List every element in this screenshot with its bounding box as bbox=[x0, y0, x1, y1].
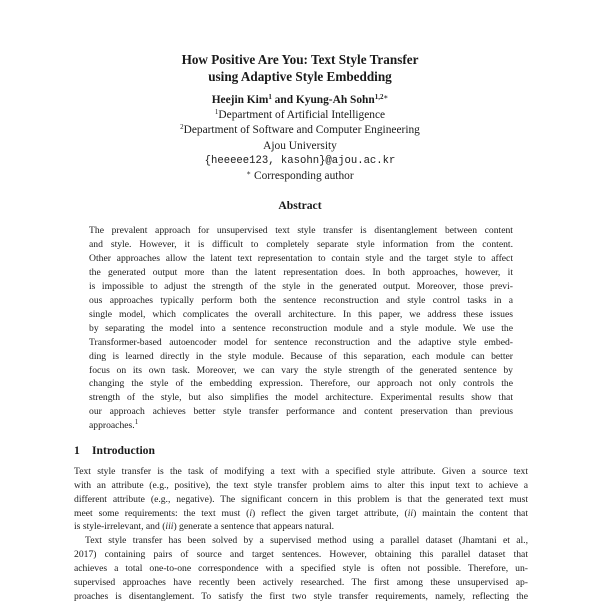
abstract-line: single model, which complicates the overall architecture. In this paper, we address these issues bbox=[89, 308, 513, 320]
email-addresses: {heeeee123, kasohn}@ajou.ac.kr bbox=[204, 154, 396, 167]
abstract-line: changing the style of the embedding expression. Therefore, our approach not only controls the bbox=[89, 378, 513, 390]
abstract-line: ous approaches typically perform both the sentence reconstruction and style control tasks in a bbox=[89, 294, 513, 306]
author-2: Kyung-Ah Sohn bbox=[295, 94, 375, 106]
author-block bbox=[0, 93, 600, 184]
corresponding-note: ∗ Corresponding author bbox=[246, 169, 354, 183]
intro-line: with an attribute (e.g., positive), the text style transfer problem aims to alter this input text to achieve a bbox=[74, 479, 528, 491]
abstract-line: by separating the model into a sentence reconstruction module and a style module. We use the bbox=[89, 322, 513, 334]
title-line-1: How Positive Are You: Text Style Transfer bbox=[181, 52, 419, 67]
abstract-line: our approach achieves better style transfer performance and content preservation than previous bbox=[89, 406, 513, 418]
affiliation-1: $^1$Department of Artificial Intelligence bbox=[214, 108, 386, 122]
paper-title bbox=[0, 51, 600, 85]
intro-line: meet some requirements: the text must (i) reflect the given target attribute, (ii) maintain the content that bbox=[74, 507, 529, 519]
author-names bbox=[0, 93, 600, 108]
author-1-affil: 1 bbox=[268, 93, 272, 101]
footnote-mark: 1 bbox=[134, 418, 139, 427]
university: Ajou University bbox=[263, 139, 337, 152]
section-heading-introduction bbox=[74, 444, 155, 457]
intro-line: achieves a total one-to-one correspondence with a specified style is often not possible. Therefore, un- bbox=[74, 562, 528, 574]
author-2-affil: 1,2∗ bbox=[374, 93, 389, 101]
abstract-line: Other approaches allow the latent text representation to contain style and the target style to affect bbox=[89, 252, 513, 264]
intro-line: 2017) containing pairs of source and target sentences. However, obtaining this parallel dataset that bbox=[74, 549, 528, 561]
abstract-line: is impossible to adjust the strength of the style in the generated output. Moreover, those previ- bbox=[89, 280, 513, 292]
affiliation-2: $^2$Department of Software and Computer Engineering bbox=[180, 123, 420, 137]
introduction-body bbox=[74, 465, 528, 603]
abstract-line: and style. However, it is difficult to completely separate style information from the content. bbox=[89, 238, 513, 250]
intro-line: Text style transfer is the task of modifying a text with a specified style attribute. Given a source text bbox=[74, 466, 528, 477]
intro-line: supervised approaches have recently been actively researched. The first among these unsupervised ap- bbox=[74, 576, 528, 588]
abstract-body bbox=[89, 224, 513, 433]
abstract-last-line: approaches.$^1$ bbox=[89, 418, 139, 432]
abstract-heading: Abstract bbox=[278, 199, 322, 212]
abstract-line: focus on its own task. Moreover, we can vary the style strength of the generated sentence by bbox=[89, 364, 513, 376]
abstract-line: The prevalent approach for unsupervised text style transfer is disentanglement between content bbox=[89, 225, 513, 236]
intro-line: proaches is disentanglement. To satisfy the first two style transfer requirements, namely, reflecting the bbox=[74, 590, 528, 602]
title-line-2: using Adaptive Style Embedding bbox=[208, 69, 392, 84]
author-1: Heejin Kim bbox=[211, 94, 269, 106]
author-and: and bbox=[271, 94, 296, 106]
intro-line: is style-irrelevant, and (iii) generate a sentence that appears natural. bbox=[74, 521, 335, 533]
abstract-line: strength of the style, but also simplifies the model architecture. Experimental results show that bbox=[89, 392, 513, 404]
abstract-line: ding is learned directly in the style module. Because of this separation, each module can better bbox=[89, 350, 513, 362]
section-title: Introduction bbox=[92, 444, 155, 457]
section-number: 1 bbox=[74, 444, 80, 457]
abstract-line: Transformer-based autoencoder model for sentence reconstruction and the adaptive style embed- bbox=[89, 336, 513, 348]
intro-line: different attribute (e.g., negative). The significant concern in this problem is that the generated text must bbox=[74, 493, 528, 505]
intro-line: Text style transfer has been solved by a supervised method using a parallel dataset (Jhamtani et al., bbox=[85, 535, 528, 547]
abstract-line: the generated output more than the latent representation does. In both approaches, however, it bbox=[89, 266, 513, 278]
